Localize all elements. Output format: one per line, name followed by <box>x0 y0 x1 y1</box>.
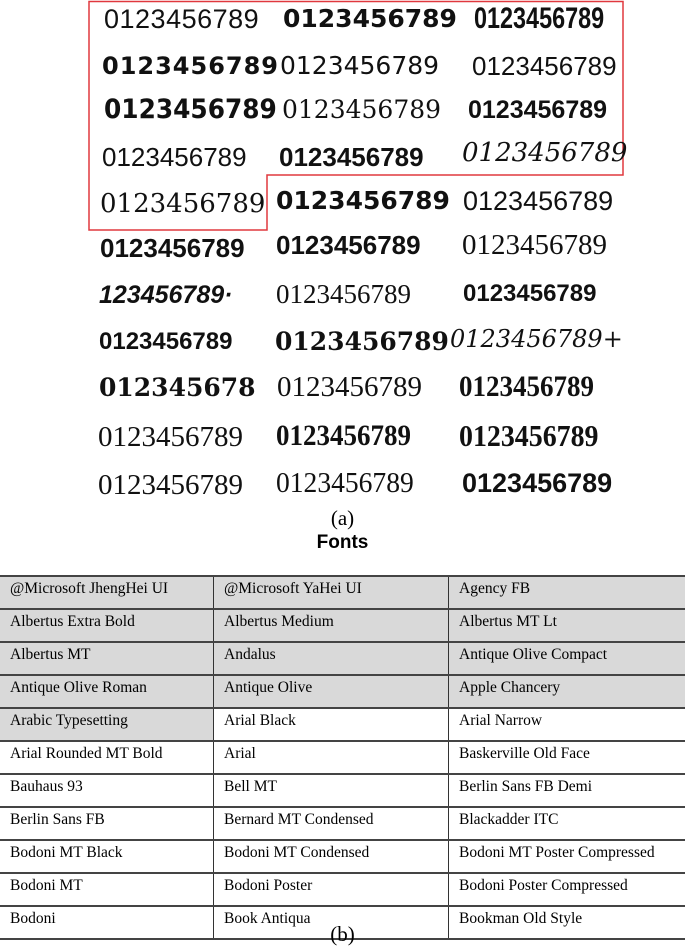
table-row <box>0 576 685 609</box>
table-cell-font-name: Bodoni <box>0 906 214 939</box>
table-cell-font-name: Bodoni MT Condensed <box>214 840 449 873</box>
digit-sample: 0123456789 <box>462 138 628 168</box>
digit-sample: 0123456789 <box>99 328 233 355</box>
table-cell-font-name: Bodoni Poster <box>214 873 449 906</box>
table-cell-font-name: Albertus Extra Bold <box>0 609 214 642</box>
table-cell-font-name: Apple Chancery <box>449 675 685 708</box>
table-row <box>0 708 685 741</box>
digit-sample: 0123456789 <box>104 4 260 34</box>
table-cell-font-name: Berlin Sans FB Demi <box>449 774 685 807</box>
table-cell-font-name: Bell MT <box>214 774 449 807</box>
digit-sample: 0123456789 <box>282 95 442 124</box>
digit-sample: 0123456789 <box>276 230 421 260</box>
table-row <box>0 741 685 774</box>
table-cell-font-name: Arial Rounded MT Bold <box>0 741 214 774</box>
table-cell-font-name: Baskerville Old Face <box>449 741 685 774</box>
digit-sample: 0123456789 <box>276 467 414 499</box>
table-cell-font-name: Arial Narrow <box>449 708 685 741</box>
digit-sample: 0123456789 <box>100 189 266 219</box>
digit-sample: 123456789· <box>99 281 233 309</box>
table-cell-font-name: Bodoni Poster Compressed <box>449 873 685 906</box>
digit-sample: 0123456789 <box>459 418 599 453</box>
fonts-table <box>0 575 685 940</box>
table-cell-font-name: Arabic Typesetting <box>0 708 214 741</box>
figure-caption-b: (b) <box>330 922 355 946</box>
digit-sample: 0123456789 <box>472 51 617 81</box>
table-cell-font-name: Berlin Sans FB <box>0 807 214 840</box>
digit-sample: 0123456789 <box>474 2 605 35</box>
digit-sample: 0123456789 <box>459 370 594 403</box>
table-row <box>0 642 685 675</box>
table-cell-font-name: Arial Black <box>214 708 449 741</box>
table-cell-font-name: Bodoni MT Black <box>0 840 214 873</box>
digit-sample: 0123456789 <box>98 469 243 501</box>
digit-sample: 0123456789 <box>100 233 245 263</box>
digit-sample: 012345678 <box>99 373 256 402</box>
table-cell-font-name: Albertus MT <box>0 642 214 675</box>
table-cell-font-name: @Microsoft YaHei UI <box>214 576 449 609</box>
figure-caption-a: (a) <box>330 506 355 530</box>
table-row <box>0 774 685 807</box>
table-row <box>0 609 685 642</box>
table-cell-font-name: Andalus <box>214 642 449 675</box>
table-cell-font-name: @Microsoft JhengHei UI <box>0 576 214 609</box>
table-cell-font-name: Bernard MT Condensed <box>214 807 449 840</box>
table-cell-font-name: Book Antiqua <box>214 906 449 939</box>
table-cell-font-name: Antique Olive Compact <box>449 642 685 675</box>
table-cell-font-name: Arial <box>214 741 449 774</box>
digit-sample: 0123456789 <box>463 280 597 307</box>
digit-sample: 0123456789 <box>276 279 411 309</box>
digit-sample: 0123456789 <box>462 468 613 498</box>
digit-sample: 0123456789 <box>104 94 277 125</box>
table-cell-font-name: Agency FB <box>449 576 685 609</box>
table-cell-font-name: Antique Olive <box>214 675 449 708</box>
digit-sample: 0123456789 <box>98 421 243 453</box>
digit-sample: 0123456789 <box>102 52 279 80</box>
table-row <box>0 840 685 873</box>
digit-sample: 0123456789 <box>276 419 411 452</box>
table-cell-font-name: Albertus Medium <box>214 609 449 642</box>
table-row <box>0 675 685 708</box>
table-row <box>0 807 685 840</box>
digit-sample: 0123456789 <box>279 142 424 172</box>
table-title: Fonts <box>316 532 369 553</box>
digit-sample: 0123456789 <box>468 96 608 124</box>
digit-sample: 0123456789 <box>276 186 450 215</box>
table-cell-font-name: Antique Olive Roman <box>0 675 214 708</box>
table-cell-font-name: Bauhaus 93 <box>0 774 214 807</box>
table-row <box>0 873 685 906</box>
digit-sample: 0123456789 <box>283 4 457 33</box>
digit-sample: 0123456789 <box>275 327 449 356</box>
digit-sample: 0123456789 <box>277 371 422 403</box>
table-cell-font-name: Bodoni MT Poster Compressed <box>449 840 685 873</box>
table-cell-font-name: Bookman Old Style <box>449 906 685 939</box>
digit-sample: 0123456789 <box>102 142 247 172</box>
table-cell-font-name: Albertus MT Lt <box>449 609 685 642</box>
digit-sample: 0123456789 <box>280 51 440 80</box>
digit-sample: 0123456789+ <box>450 325 623 353</box>
table-cell-font-name: Bodoni MT <box>0 873 214 906</box>
table-cell-font-name: Blackadder ITC <box>449 807 685 840</box>
digit-sample: 0123456789 <box>462 229 607 261</box>
digit-sample: 0123456789 <box>463 186 614 216</box>
